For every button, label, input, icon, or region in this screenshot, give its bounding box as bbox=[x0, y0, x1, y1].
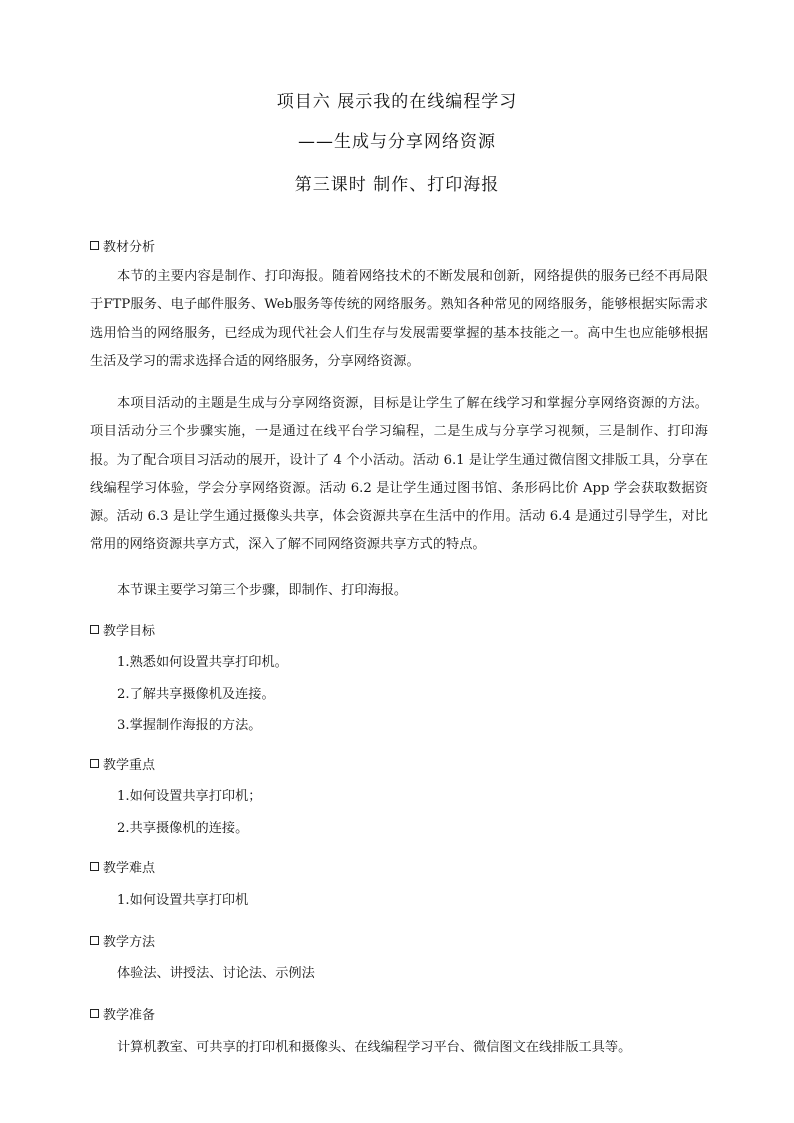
section-heading-label: 教材分析 bbox=[103, 240, 156, 255]
preparation-text: 计算机教室、可共享的打印机和摄像头、在线编程学习平台、微信图文在线排版工具等。 bbox=[117, 1040, 632, 1055]
checkbox-icon bbox=[90, 1009, 99, 1018]
analysis-paragraph-2: 本项目活动的主题是生成与分享网络资源，目标是让学生了解在线学习和掌握分享网络资源的方法。项目活动分三个步骤实施，一是通过在线平台学习编程，二是生成与分享学习视频，三是制作、打印海报。为了配合项目习活动的展开，设计了 4 个小活动。活动 6.1 是让学生通过微信图文排版工具，分享在线编程学习体验，学会分享网络资源。活动 6.2 是让学生通过图书馆、条形码比价 App 学会获取数据资源。活动 6.3 是让学生通过摄像头共享，体会资源共享在生活中的作用。活动 6.4 是通过引导学生，对比常用的网络资源共享方式，深入了解不同网络资源共享方式的特点。 bbox=[90, 396, 708, 553]
section-heading-keypoints bbox=[90, 754, 155, 773]
section-heading-label: 教学重点 bbox=[103, 758, 156, 773]
lesson-title: 第三课时 制作、打印海报 bbox=[294, 175, 500, 195]
section-heading-label: 教学目标 bbox=[103, 624, 156, 639]
checkbox-icon bbox=[90, 241, 99, 250]
section-heading-difficulties bbox=[90, 857, 155, 876]
section-heading-label: 教学方法 bbox=[103, 935, 156, 950]
checkbox-icon bbox=[90, 759, 99, 768]
checkbox-icon bbox=[90, 862, 99, 871]
methods-text: 体验法、讲授法、讨论法、示例法 bbox=[117, 966, 315, 981]
section-heading-label: 教学准备 bbox=[103, 1008, 156, 1023]
goal-item: 1.熟悉如何设置共享打印机。 bbox=[117, 655, 288, 670]
analysis-paragraph-1: 本节的主要内容是制作、打印海报。随着网络技术的不断发展和创新，网络提供的服务已经不再局限于FTP服务、电子邮件服务、Web服务等传统的网络服务。熟知各种常见的网络服务，能够根据实际需求选用恰当的网络服务，已经成为现代社会人们生存与发展需要掌握的基本技能之一。高中生也应能够根据生活及学习的需求选择合适的网络服务，分享网络资源。 bbox=[90, 269, 708, 369]
goal-item: 2.了解共享摄像机及连接。 bbox=[117, 687, 275, 702]
section-heading-analysis bbox=[90, 236, 155, 255]
keypoint-item: 1.如何设置共享打印机； bbox=[117, 789, 262, 804]
checkbox-icon bbox=[90, 936, 99, 945]
section-heading-label: 教学难点 bbox=[103, 861, 156, 876]
section-heading-methods bbox=[90, 931, 155, 950]
difficulty-item: 1.如何设置共享打印机 bbox=[117, 893, 249, 908]
project-title: 项目六 展示我的在线编程学习 bbox=[276, 92, 518, 112]
analysis-paragraph-3: 本节课主要学习第三个步骤，即制作、打印海报。 bbox=[117, 583, 408, 598]
keypoint-item: 2.共享摄像机的连接。 bbox=[117, 821, 249, 836]
project-subtitle: ——生成与分享网络资源 bbox=[298, 132, 496, 152]
section-heading-preparation bbox=[90, 1004, 155, 1023]
section-heading-goals bbox=[90, 620, 155, 639]
checkbox-icon bbox=[90, 625, 99, 634]
goal-item: 3.掌握制作海报的方法。 bbox=[117, 718, 262, 733]
